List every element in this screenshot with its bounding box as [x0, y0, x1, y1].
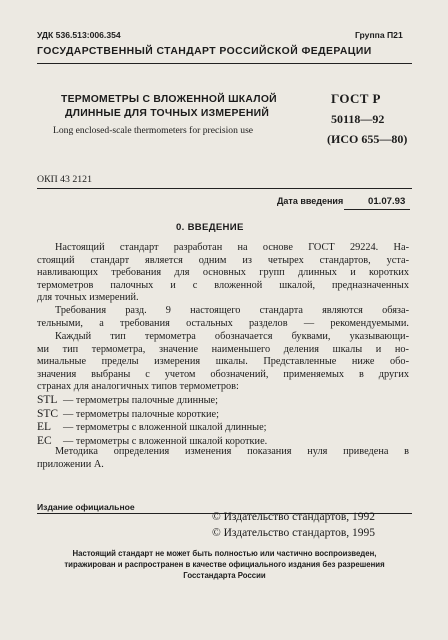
okp-code: ОКП 43 2121	[37, 174, 92, 185]
text-line: странах для аналогичных типов термометров:	[37, 381, 239, 393]
type-description: — термометры палочные длинные;	[63, 395, 218, 406]
text-line: Требования разд. 9 настоящего стандарта являются обяза-	[55, 305, 409, 316]
text-line: минальные пределы измерения шкалы. Представленные ниже обо-	[37, 356, 409, 368]
type-description: — термометры с вложенной шкалой длинные;	[63, 422, 267, 434]
text-line: Каждый тип термометра обозначается буквами, указывающи-	[55, 331, 409, 342]
list-item	[37, 408, 267, 422]
text-line: тельными, а требования остальных разделов — рекомендуемыми.	[37, 317, 409, 329]
udk-code: УДК 536.513:006.354	[37, 30, 121, 40]
paragraph-3	[37, 331, 409, 394]
thermometer-type-list	[37, 394, 267, 448]
list-item	[37, 421, 267, 435]
title-line-1: ТЕРМОМЕТРЫ С ВЛОЖЕННОЙ ШКАЛОЙ	[61, 94, 277, 105]
text-line: ми тип термометра, значение наименьшего деления шкалы и но-	[37, 343, 409, 355]
iso-reference: (ИСО 655—80)	[327, 132, 408, 146]
text-line: термометров палочных и с вложенной шкалой, предназначенных	[37, 279, 409, 291]
copyright-1995: © Издательство стандартов, 1995	[212, 527, 376, 539]
organization-title: ГОСУДАРСТВЕННЫЙ СТАНДАРТ РОССИЙСКОЙ ФЕДЕРАЦИИ	[37, 46, 372, 57]
notice-line: тиражирован и распространен в качестве официального издания без разрешения	[64, 559, 385, 569]
group-code: Группа П21	[355, 30, 403, 40]
section-title: 0. ВВЕДЕНИЕ	[176, 222, 244, 233]
paragraph-1	[37, 242, 409, 305]
title-english: Long enclosed-scale thermometers for precision use	[53, 125, 254, 136]
type-code: EC	[37, 434, 52, 447]
intro-date-label: Дата введения	[277, 196, 344, 206]
list-item	[37, 394, 267, 408]
text-line: приложении А.	[37, 458, 104, 470]
type-description: — термометры палочные короткие;	[63, 408, 219, 420]
okp-rule	[37, 188, 412, 189]
header-rule	[37, 63, 412, 64]
copyright-1992: © Издательство стандартов, 1992	[212, 511, 376, 523]
type-description: — термометры с вложенной шкалой короткие.	[63, 435, 268, 447]
intro-date-underline	[344, 209, 410, 210]
text-line: для точных измерений.	[37, 292, 139, 304]
official-edition-label: Издание официальное	[37, 502, 135, 512]
text-line: значения выбраны с учетом обозначений, применяемых в других	[37, 368, 409, 380]
paragraph-2	[37, 305, 409, 330]
type-code: STC	[37, 407, 59, 420]
notice-line: Госстандарта России	[183, 570, 266, 580]
reproduction-notice	[37, 549, 412, 581]
notice-line: Настоящий стандарт не может быть полностью или частично воспроизведен,	[72, 549, 377, 558]
paragraph-4	[37, 446, 409, 471]
title-line-2: ДЛИННЫЕ ДЛЯ ТОЧНЫХ ИЗМЕРЕНИЙ	[65, 108, 270, 119]
text-line: навливающих требования для основных групп длинных и коротких	[37, 267, 409, 279]
text-line: Методика определения изменения показания нуля приведена в	[55, 446, 409, 457]
text-line: стоящий стандарт является одним из четырех стандартов, уста-	[37, 254, 409, 266]
type-code: STL	[37, 394, 58, 406]
intro-date-value: 01.07.93	[368, 196, 406, 207]
type-code: EL	[37, 421, 52, 434]
gost-number: 50118—92	[331, 112, 385, 126]
gost-label: ГОСТ Р	[331, 91, 381, 106]
text-line: Настоящий стандарт разработан на основе ГОСТ 29224. На-	[55, 242, 409, 253]
